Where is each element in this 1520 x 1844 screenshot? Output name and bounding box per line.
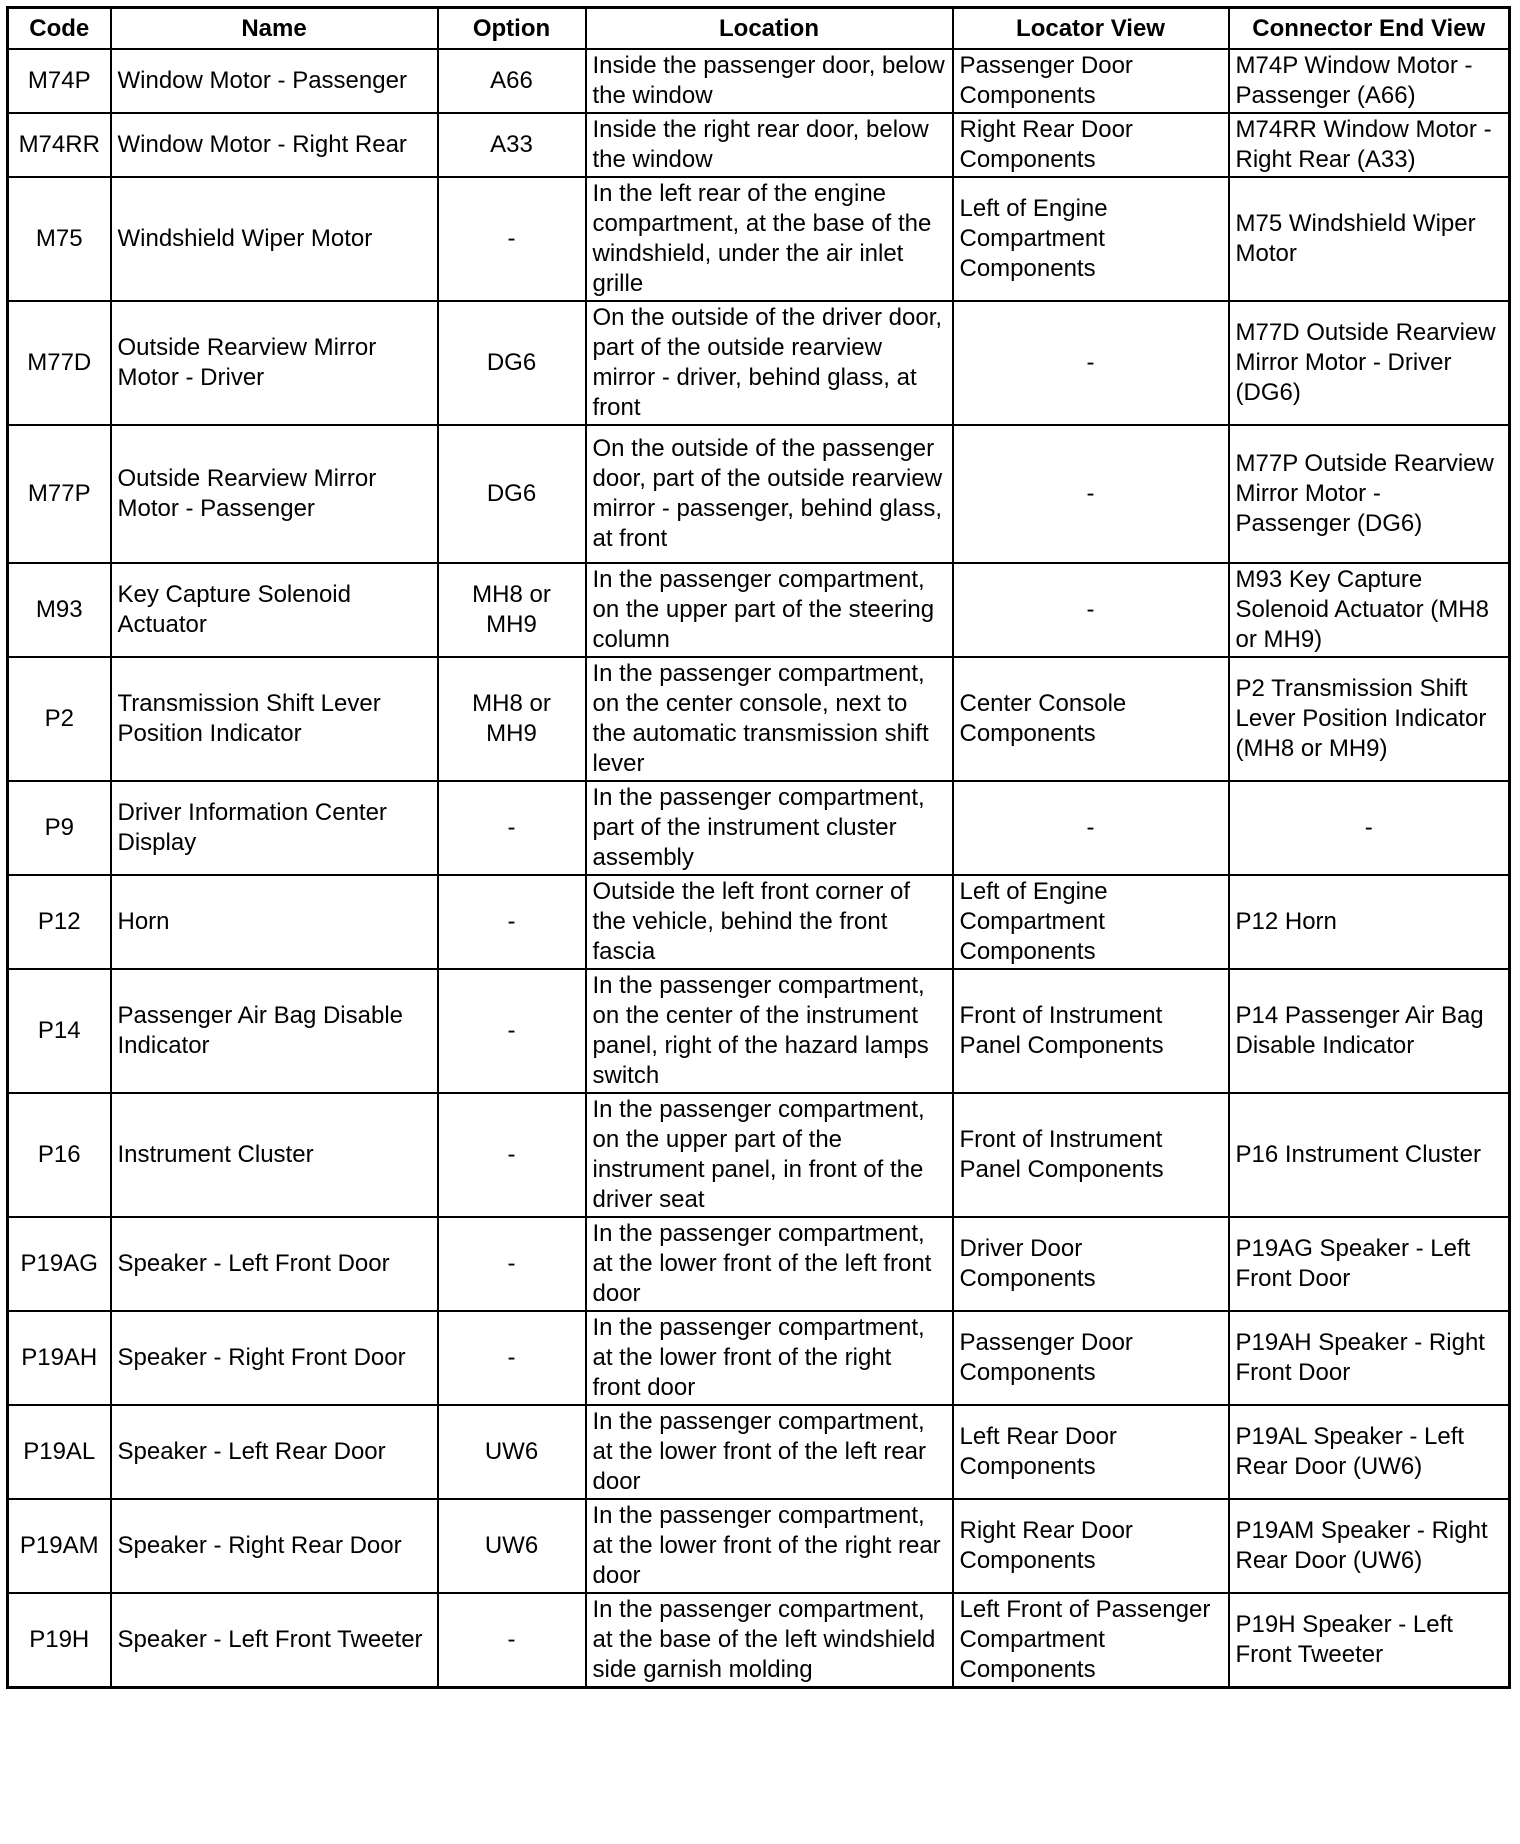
cell-connector-end-view: P14 Passenger Air Bag Disable Indicator (1229, 969, 1510, 1093)
cell-option: UW6 (438, 1499, 586, 1593)
cell-connector-end-view: P19H Speaker - Left Front Tweeter (1229, 1593, 1510, 1688)
cell-connector-end-view: P19AH Speaker - Right Front Door (1229, 1311, 1510, 1405)
table-row (8, 49, 1510, 113)
cell-connector-end-view: P19AM Speaker - Right Rear Door (UW6) (1229, 1499, 1510, 1593)
cell-location: Inside the right rear door, below the window (586, 113, 953, 177)
component-locator-table (6, 6, 1511, 1689)
cell-connector-end-view: M93 Key Capture Solenoid Actuator (MH8 or MH9) (1229, 563, 1510, 657)
cell-option: A33 (438, 113, 586, 177)
cell-location: Outside the left front corner of the vehicle, behind the front fascia (586, 875, 953, 969)
table-row (8, 301, 1510, 425)
cell-connector-end-view: P19AL Speaker - Left Rear Door (UW6) (1229, 1405, 1510, 1499)
cell-name: Speaker - Left Front Tweeter (111, 1593, 438, 1688)
cell-locator-view: Passenger Door Components (953, 49, 1229, 113)
cell-option: - (438, 1593, 586, 1688)
cell-location: On the outside of the driver door, part of the outside rearview mirror - driver, behind glass, at front (586, 301, 953, 425)
cell-location: In the passenger compartment, part of the instrument cluster assembly (586, 781, 953, 875)
header-row (8, 8, 1510, 50)
cell-locator-view: Driver Door Components (953, 1217, 1229, 1311)
cell-name: Horn (111, 875, 438, 969)
cell-location: Inside the passenger door, below the window (586, 49, 953, 113)
cell-name: Speaker - Right Front Door (111, 1311, 438, 1405)
cell-connector-end-view: M77P Outside Rearview Mirror Motor - Passenger (DG6) (1229, 425, 1510, 563)
table-row (8, 657, 1510, 781)
cell-location: On the outside of the passenger door, part of the outside rearview mirror - passenger, behind glass, at front (586, 425, 953, 563)
header-locator-view: Locator View (953, 8, 1229, 50)
table-header (8, 8, 1510, 50)
cell-code: M93 (8, 563, 111, 657)
table-row (8, 425, 1510, 563)
table-row (8, 1311, 1510, 1405)
cell-location: In the left rear of the engine compartment, at the base of the windshield, under the air inlet grille (586, 177, 953, 301)
cell-name: Outside Rearview Mirror Motor - Passenger (111, 425, 438, 563)
cell-code: M77P (8, 425, 111, 563)
cell-connector-end-view: P2 Transmission Shift Lever Position Indicator (MH8 or MH9) (1229, 657, 1510, 781)
header-connector-end-view: Connector End View (1229, 8, 1510, 50)
cell-locator-view: Left of Engine Compartment Components (953, 177, 1229, 301)
table-row (8, 1405, 1510, 1499)
cell-connector-end-view: M75 Windshield Wiper Motor (1229, 177, 1510, 301)
cell-locator-view: - (953, 781, 1229, 875)
cell-location: In the passenger compartment, at the lower front of the left front door (586, 1217, 953, 1311)
cell-option: MH8 or MH9 (438, 657, 586, 781)
cell-locator-view: - (953, 301, 1229, 425)
cell-code: M75 (8, 177, 111, 301)
cell-code: P19AG (8, 1217, 111, 1311)
cell-connector-end-view: M77D Outside Rearview Mirror Motor - Driver (DG6) (1229, 301, 1510, 425)
cell-code: M77D (8, 301, 111, 425)
cell-option: UW6 (438, 1405, 586, 1499)
cell-locator-view: - (953, 425, 1229, 563)
table-row (8, 875, 1510, 969)
cell-location: In the passenger compartment, on the upper part of the steering column (586, 563, 953, 657)
cell-locator-view: Center Console Components (953, 657, 1229, 781)
table-row (8, 781, 1510, 875)
cell-code: M74RR (8, 113, 111, 177)
cell-code: P19AH (8, 1311, 111, 1405)
cell-code: M74P (8, 49, 111, 113)
cell-name: Windshield Wiper Motor (111, 177, 438, 301)
cell-code: P12 (8, 875, 111, 969)
cell-option: - (438, 875, 586, 969)
cell-code: P19H (8, 1593, 111, 1688)
cell-locator-view: Left Front of Passenger Compartment Components (953, 1593, 1229, 1688)
component-locator-sheet (6, 6, 1508, 1689)
table-row (8, 1217, 1510, 1311)
cell-locator-view: Left Rear Door Components (953, 1405, 1229, 1499)
cell-name: Window Motor - Right Rear (111, 113, 438, 177)
cell-connector-end-view: M74RR Window Motor - Right Rear (A33) (1229, 113, 1510, 177)
cell-name: Instrument Cluster (111, 1093, 438, 1217)
cell-code: P19AL (8, 1405, 111, 1499)
cell-name: Speaker - Left Front Door (111, 1217, 438, 1311)
cell-locator-view: Front of Instrument Panel Components (953, 1093, 1229, 1217)
table-row (8, 1593, 1510, 1688)
header-location: Location (586, 8, 953, 50)
cell-location: In the passenger compartment, on the center console, next to the automatic transmission shift lever (586, 657, 953, 781)
cell-option: - (438, 781, 586, 875)
cell-option: A66 (438, 49, 586, 113)
cell-name: Transmission Shift Lever Position Indicator (111, 657, 438, 781)
cell-option: MH8 or MH9 (438, 563, 586, 657)
cell-code: P9 (8, 781, 111, 875)
cell-name: Key Capture Solenoid Actuator (111, 563, 438, 657)
table-row (8, 177, 1510, 301)
cell-option: - (438, 1311, 586, 1405)
cell-locator-view: Right Rear Door Components (953, 113, 1229, 177)
cell-locator-view: Right Rear Door Components (953, 1499, 1229, 1593)
table-row (8, 1499, 1510, 1593)
cell-name: Window Motor - Passenger (111, 49, 438, 113)
cell-locator-view: Left of Engine Compartment Components (953, 875, 1229, 969)
cell-locator-view: Front of Instrument Panel Components (953, 969, 1229, 1093)
cell-option: - (438, 969, 586, 1093)
table-row (8, 113, 1510, 177)
header-code: Code (8, 8, 111, 50)
cell-connector-end-view: P16 Instrument Cluster (1229, 1093, 1510, 1217)
cell-option: - (438, 1093, 586, 1217)
cell-locator-view: - (953, 563, 1229, 657)
cell-connector-end-view: - (1229, 781, 1510, 875)
table-row (8, 1093, 1510, 1217)
cell-name: Outside Rearview Mirror Motor - Driver (111, 301, 438, 425)
cell-location: In the passenger compartment, on the center of the instrument panel, right of the hazard lamps switch (586, 969, 953, 1093)
cell-location: In the passenger compartment, at the lower front of the left rear door (586, 1405, 953, 1499)
cell-connector-end-view: P19AG Speaker - Left Front Door (1229, 1217, 1510, 1311)
table-body (8, 49, 1510, 1688)
cell-name: Passenger Air Bag Disable Indicator (111, 969, 438, 1093)
cell-location: In the passenger compartment, at the lower front of the right rear door (586, 1499, 953, 1593)
cell-code: P16 (8, 1093, 111, 1217)
header-name: Name (111, 8, 438, 50)
cell-name: Driver Information Center Display (111, 781, 438, 875)
cell-code: P19AM (8, 1499, 111, 1593)
cell-locator-view: Passenger Door Components (953, 1311, 1229, 1405)
cell-option: DG6 (438, 425, 586, 563)
cell-connector-end-view: P12 Horn (1229, 875, 1510, 969)
cell-name: Speaker - Left Rear Door (111, 1405, 438, 1499)
table-row (8, 969, 1510, 1093)
cell-location: In the passenger compartment, at the lower front of the right front door (586, 1311, 953, 1405)
cell-code: P14 (8, 969, 111, 1093)
cell-name: Speaker - Right Rear Door (111, 1499, 438, 1593)
cell-option: DG6 (438, 301, 586, 425)
cell-connector-end-view: M74P Window Motor - Passenger (A66) (1229, 49, 1510, 113)
cell-location: In the passenger compartment, at the base of the left windshield side garnish molding (586, 1593, 953, 1688)
header-option: Option (438, 8, 586, 50)
cell-option: - (438, 1217, 586, 1311)
cell-code: P2 (8, 657, 111, 781)
cell-location: In the passenger compartment, on the upper part of the instrument panel, in front of the driver seat (586, 1093, 953, 1217)
table-row (8, 563, 1510, 657)
cell-option: - (438, 177, 586, 301)
